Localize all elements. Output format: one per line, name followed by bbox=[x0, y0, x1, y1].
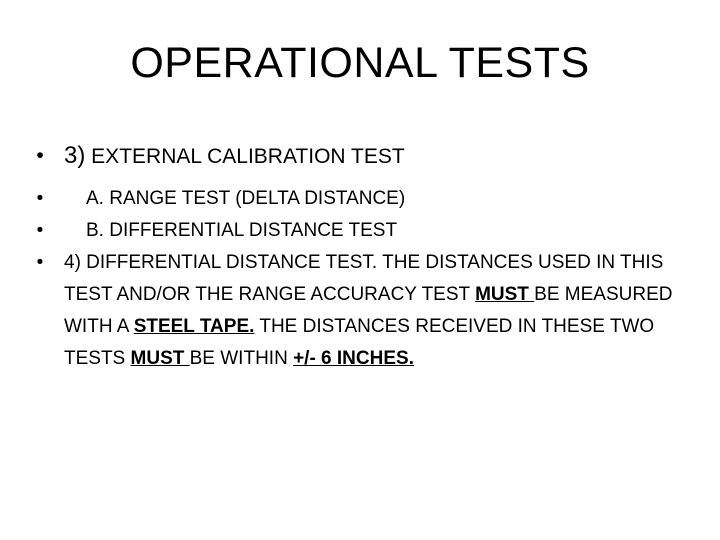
note-text-2: BE MEASURED WITH A bbox=[64, 284, 673, 337]
emphasis-tolerance: +/- 6 INCHES. bbox=[293, 348, 414, 369]
bullet-text: B. DIFFERENTIAL DISTANCE TEST bbox=[86, 220, 398, 241]
bullet-number: 3) bbox=[64, 142, 86, 169]
bullet-item-differential-distance-test-note bbox=[30, 247, 690, 375]
bullet-text: A. RANGE TEST (DELTA DISTANCE) bbox=[86, 188, 406, 209]
bullet-item-range-test bbox=[30, 183, 690, 215]
bullet-icon: • bbox=[36, 144, 44, 167]
note-text-3: THE DISTANCES RECEIVED IN THESE TWO TESTS bbox=[64, 316, 655, 369]
emphasis-steel-tape: STEEL TAPE. bbox=[133, 316, 255, 337]
bullet-icon: • bbox=[36, 220, 44, 241]
bullet-icon: • bbox=[36, 188, 44, 209]
note-text-4: BE WITHIN bbox=[189, 348, 294, 369]
note-text-1: 4) DIFFERENTIAL DISTANCE TEST. THE DISTANCES USED IN THIS TEST AND/OR THE RANGE ACCURACY TEST bbox=[64, 252, 664, 305]
bullet-list bbox=[30, 140, 690, 375]
bullet-icon: • bbox=[36, 252, 44, 273]
emphasis-must-2: MUST bbox=[130, 348, 190, 369]
bullet-text: EXTERNAL CALIBRATION TEST bbox=[85, 145, 405, 168]
emphasis-must: MUST bbox=[475, 284, 535, 305]
bullet-item-differential-distance bbox=[30, 215, 690, 247]
slide-title: OPERATIONAL TESTS bbox=[130, 39, 590, 87]
bullet-item-external-calibration bbox=[30, 140, 690, 173]
